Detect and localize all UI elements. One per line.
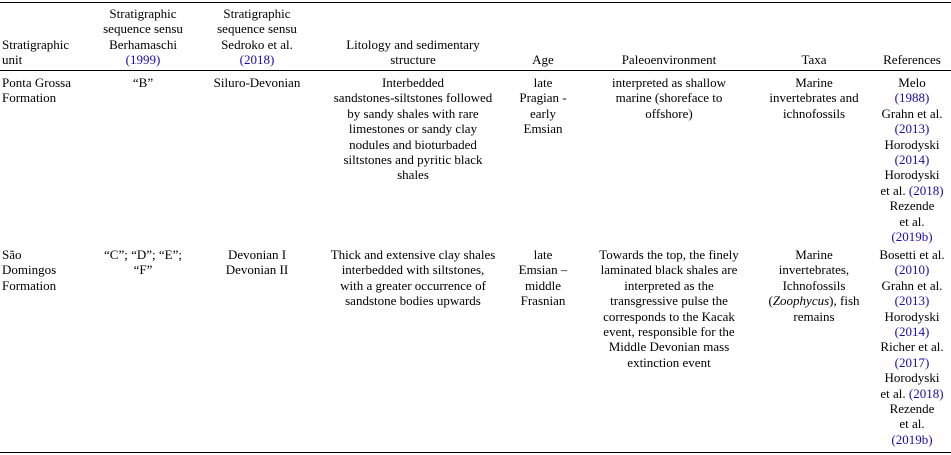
header-taxa: Taxa (801, 52, 827, 67)
header-berhamaschi: Stratigraphic sequence sensu Berhamaschi (1999) (103, 6, 183, 68)
row1-references: Melo (1988) Grahn et al. (2013) Horodyski (2014) Horodyski et al. (2018) Rezende et al. (2019b) (874, 75, 950, 244)
header-lithology: Litology and sedimentary structure (346, 37, 480, 68)
header-rule (0, 70, 951, 71)
row1-paleoenvironment: interpreted as shallow marine (shoreface to offshore) (611, 75, 727, 121)
row1-berhamaschi: “B” (132, 75, 154, 90)
row2-berhamaschi: “C”; “D”; “E”; “F” (104, 247, 182, 278)
row2-age: late Emsian – middle Frasnian (518, 247, 568, 309)
top-rule (0, 2, 951, 3)
citation-link[interactable]: (2013) (894, 121, 930, 137)
row1-lithology: Interbedded sandstones-siltstones followed by sandy shales with rare limestones or sandy clay nodules and bioturbaded siltstones and pyritic black shales (333, 75, 493, 183)
citation-link[interactable]: (2019b) (891, 229, 933, 245)
bottom-rule (0, 452, 951, 453)
citation-link[interactable]: (1988) (894, 90, 930, 106)
citation-link[interactable]: et al. (2018) (880, 385, 944, 401)
citation-link[interactable]: (2014) (894, 152, 930, 168)
header-unit: Stratigraphic unit (2, 37, 70, 68)
row1-taxa: Marine invertebrates and ichnofossils (769, 75, 859, 121)
row1-age: late Pragian - early Emsian (519, 75, 567, 137)
row1-unit: Ponta Grossa Formation (2, 75, 71, 106)
citation-link[interactable]: (2019b) (891, 431, 933, 447)
row2-unit: São Domingos Formation (2, 247, 57, 293)
header-references: References (883, 52, 941, 67)
citation-link[interactable]: (2013) (894, 293, 930, 309)
citation-link[interactable]: et al. (2018) (880, 182, 944, 198)
citation-link[interactable]: (2014) (894, 324, 930, 340)
row2-lithology: Thick and extensive clay shales interbedded with siltstones, with a greater occurrence of sandstone bodies upwards (330, 247, 496, 309)
header-paleoenvironment: Paleoenvironment (621, 52, 717, 67)
header-age: Age (532, 52, 554, 67)
row2-references: Bosetti et al. (2010) Grahn et al. (2013) Horodyski (2014) Richer et al. (2017) Horodyski et al. (2018) Rezende et al. (2019b) (874, 247, 950, 447)
row1-sedroko: Siluro-Devonian (213, 75, 301, 90)
taxa-zoophycus: (Zoophycus), fish (768, 293, 860, 309)
row2-taxa: Marine invertebrates, Ichnofossils (Zoophycus), fish remains (758, 247, 870, 324)
row2-sedroko: Devonian I Devonian II (225, 247, 289, 278)
row2-paleoenvironment: Towards the top, the finely laminated black shales are interpreted as the transgressive pulse the corresponds to the Kacak event, responsible for the Middle Devonian mass extinction event (599, 247, 739, 370)
citation-link[interactable]: Bosetti et al. (2010) (879, 247, 945, 278)
header-sedroko: Stratigraphic sequence sensu Sedroko et al. (2018) (217, 6, 297, 68)
citation-link[interactable]: (2017) (894, 354, 930, 370)
